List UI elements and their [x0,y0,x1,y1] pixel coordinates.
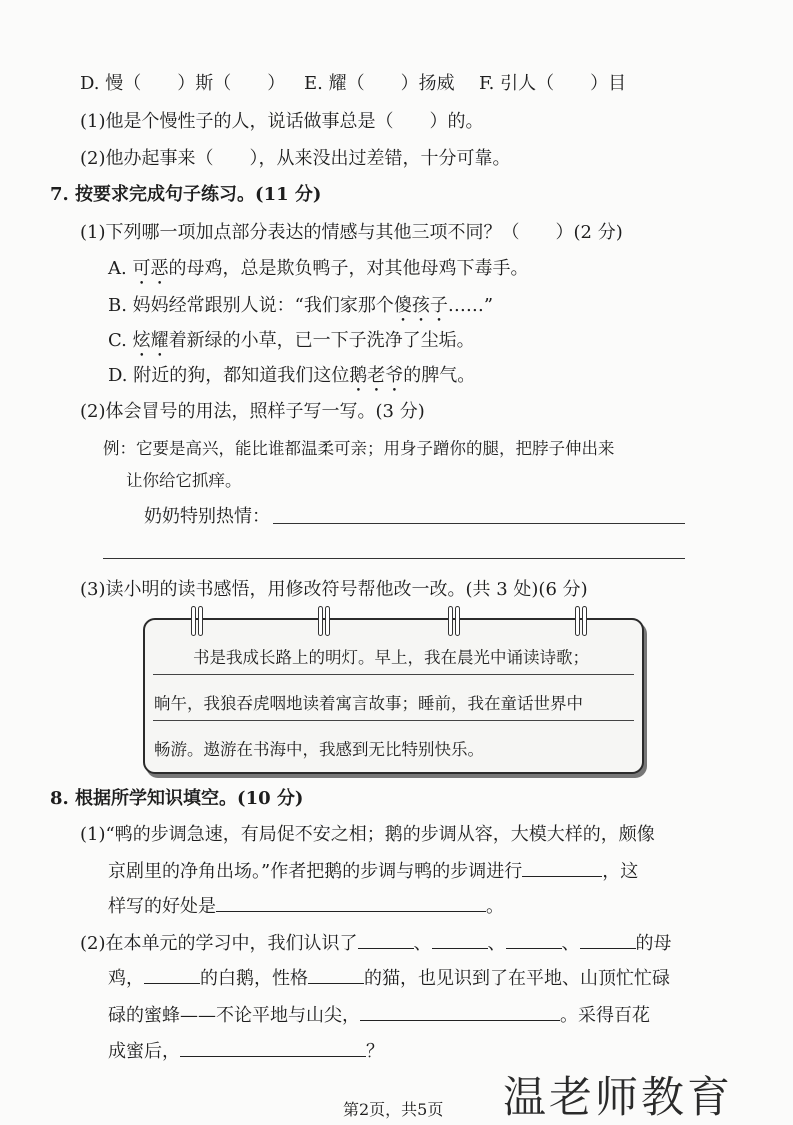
q6-option-f: F. 引人（ ）目 [479,73,627,94]
q7-part1-stem: (1)下列哪一项加点部分表达的情感与其他三项不同？（ ）(2 分) [80,222,623,243]
q8-line-3: 样写的好处是 。 [108,893,504,919]
q7-part2-stem: (2)体会冒号的用法，照样子写一写。(3 分) [80,401,425,422]
q8-line-7: 成蜜后， ？ [108,1038,384,1064]
binder-ring-icon [575,606,589,634]
fill-blank[interactable] [522,858,602,877]
q8-line-6: 碌的蜜蜂——不论平地与山尖， 。采得百花 [108,1002,650,1028]
answer-line-1[interactable] [273,523,685,524]
emphasis-dots: 可恶 [132,258,169,279]
q7-option-b: B. 妈妈经常跟别人说：“我们家那个傻孩子……” [108,295,494,316]
q7-option-a: A. 可恶的母鸡，总是欺负鸭子，对其他母鸡下毒手。 [108,258,529,279]
q6-option-d: D. 慢（ ）斯（ ） [80,73,286,94]
card-rule [153,674,634,675]
q6-sentence-1: (1)他是个慢性子的人，说话做事总是（ ）的。 [80,111,484,132]
emphasis-dots: 炫耀 [132,330,169,351]
q7-example-line1: 例：它要是高兴，能比谁都温柔可亲；用身子蹭你的腿，把脖子伸出来 [103,439,615,458]
card-line-1: 书是我成长路上的明灯。早上，我在晨光中诵读诗歌； [193,648,589,667]
q7-part3-stem: (3)读小明的读书感悟，用修改符号帮他改一改。(共 3 处)(6 分) [80,579,588,600]
fill-blank[interactable] [358,930,414,949]
q8-line-4: (2)在本单元的学习中，我们认识了 、 、 、 的母 [80,930,672,956]
emphasis-dots: 鹅老爷 [349,365,404,386]
fill-blank[interactable] [180,1038,366,1057]
reading-reflection-card [143,618,644,774]
q8-line-1: (1)“鸭的步调急速，有局促不安之相；鹅的步调从容，大模大样的，颇像 [80,824,655,845]
fill-blank[interactable] [432,930,488,949]
card-rule [153,720,634,721]
q7-option-d: D. 附近的狗，都知道我们这位鹅老爷的脾气。 [108,365,476,386]
fill-blank[interactable] [144,965,200,984]
card-line-3: 畅游。遨游在书海中，我感到无比特别快乐。 [154,740,484,759]
binder-ring-icon [318,606,332,634]
fill-blank[interactable] [580,930,636,949]
q7-prompt: 奶奶特别热情： [144,506,270,527]
fill-blank[interactable] [216,893,486,912]
binder-ring-icon [448,606,462,634]
q8-line-5: 鸡， 的白鹅，性格 的猫，也见识到了在平地、山顶忙忙碌 [108,965,670,991]
page-number: 第2页，共5页 [343,1100,444,1119]
card-line-2: 晌午，我狼吞虎咽地读着寓言故事；睡前，我在童话世界中 [154,694,583,713]
fill-blank[interactable] [360,1002,560,1021]
q7-example-line2: 让你给它抓痒。 [126,471,242,490]
q8-line-2: 京剧里的净角出场。”作者把鹅的步调与鸭的步调进行 ，这 [108,858,638,884]
emphasis-dots: 傻孩子 [393,295,448,316]
fill-blank[interactable] [506,930,562,949]
answer-line-2[interactable] [103,558,685,559]
q6-sentence-2: (2)他办起事来（ ），从来没出过差错，十分可靠。 [80,148,511,169]
q7-option-c: C. 炫耀着新绿的小草，已一下子洗净了尘垢。 [108,330,475,351]
q7-title: 7. 按要求完成句子练习。(11 分) [50,184,322,205]
q6-option-e: E. 耀（ ）扬威 [304,73,455,94]
fill-blank[interactable] [308,965,364,984]
watermark: 温老师教育 [503,1073,733,1123]
q8-title: 8. 根据所学知识填空。(10 分) [50,788,304,809]
binder-ring-icon [191,606,205,634]
